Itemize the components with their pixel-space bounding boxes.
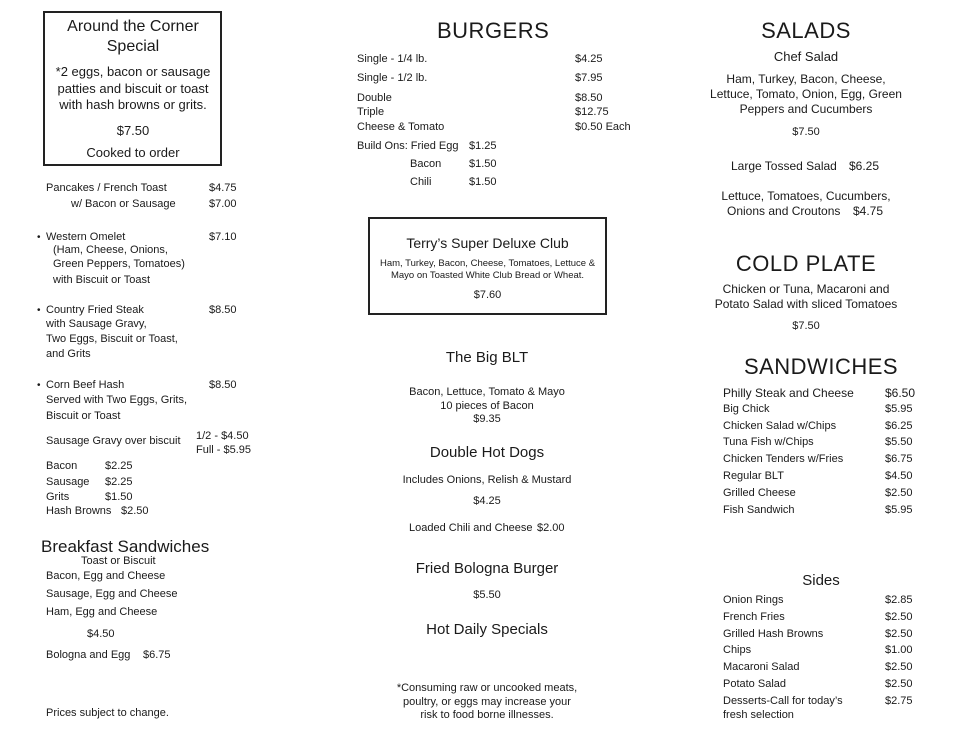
chef-salad-line2: Lettuce, Tomato, Onion, Egg, Green — [710, 87, 902, 101]
build-ons-label: Build Ons: Fried Egg — [357, 140, 459, 152]
burger-item-price: $4.25 — [575, 53, 603, 65]
side-item-price: $1.00 — [885, 644, 913, 657]
hash-desc1: Served with Two Eggs, Grits, — [46, 394, 188, 406]
burger-item-price: $12.75 — [575, 106, 609, 118]
desserts-line2: fresh selection — [723, 709, 794, 721]
pancakes-price: $4.75 — [209, 182, 237, 194]
omelet-desc3: with Biscuit or Toast — [53, 274, 151, 286]
burger-item-name: Single - 1/4 lb. — [357, 53, 428, 65]
side-item-price: $2.50 — [885, 661, 913, 674]
steak-desc2: Two Eggs, Biscuit or Toast, — [46, 333, 178, 345]
side-item-price: $2.50 — [885, 678, 913, 690]
desserts-line1: Desserts-Call for today’s — [723, 695, 843, 707]
blt-line1: Bacon, Lettuce, Tomato & Mayo — [409, 386, 565, 398]
steak-desc3: and Grits — [46, 348, 91, 360]
bologna-burger-price: $5.50 — [473, 589, 501, 601]
hot-daily-specials: Hot Daily Specials — [426, 621, 548, 638]
small-salad-line1: Lettuce, Tomatoes, Cucumbers, — [721, 189, 891, 203]
bullet-icon: • — [37, 232, 41, 243]
sandwich-item-name: Philly Steak and Cheese — [723, 386, 854, 400]
breakfast-sandwich-item: Bacon, Egg and Cheese — [46, 570, 166, 582]
burger-item-price: $8.50 — [575, 92, 603, 104]
build-bacon-price: $1.50 — [469, 158, 497, 170]
side-bacon-name: Bacon — [46, 460, 78, 472]
sandwich-item-name: Chicken Salad w/Chips — [723, 419, 837, 432]
breakfast-sandwiches-title: Breakfast Sandwiches — [41, 537, 210, 556]
sandwich-item-name: Chicken Tenders w/Fries — [723, 453, 844, 466]
side-item-name: Potato Salad — [723, 678, 786, 690]
steak-name: Country Fried Steak — [46, 304, 144, 316]
chef-salad-line1: Ham, Turkey, Bacon, Cheese, — [726, 72, 886, 86]
build-bacon-name: Bacon — [410, 158, 442, 170]
loaded-chili-price: $2.00 — [537, 522, 565, 534]
club-line1: Ham, Turkey, Bacon, Cheese, Tomatoes, Lettuce & — [379, 258, 596, 269]
side-item-name: Grilled Hash Browns — [723, 627, 824, 640]
sandwich-item-price: $6.50 — [885, 386, 916, 400]
club-price: $7.60 — [473, 289, 502, 301]
sandwiches-title: SANDWICHES — [743, 354, 899, 379]
burger-item-name: Double — [357, 92, 392, 104]
small-salad-price: $4.75 — [853, 204, 884, 218]
cold-plate-line2: Potato Salad with sliced Tomatoes — [714, 297, 898, 311]
breakfast-sandwich-price: $4.50 — [87, 628, 115, 640]
cold-plate-title: COLD PLATE — [735, 251, 877, 276]
disclaimer-line2: poultry, or eggs may increase your — [403, 696, 571, 708]
hash-price: $8.50 — [209, 379, 237, 391]
disclaimer-line3: risk to food borne illnesses. — [420, 709, 554, 721]
sandwich-item-price: $5.95 — [885, 402, 913, 415]
build-chili-price: $1.50 — [469, 176, 497, 188]
special-note: Cooked to order — [86, 145, 180, 160]
bullet-icon: • — [37, 380, 41, 391]
steak-price: $8.50 — [209, 304, 237, 316]
desserts-price: $2.75 — [885, 695, 913, 707]
sandwich-item-price: $4.50 — [885, 470, 913, 482]
side-item-name: Onion Rings — [723, 594, 784, 606]
hash-desc2: Biscuit or Toast — [46, 410, 121, 422]
chef-salad-line3: Peppers and Cucumbers — [739, 102, 873, 116]
omelet-desc2: Green Peppers, Tomatoes) — [53, 258, 185, 270]
bologna-egg-name: Bologna and Egg — [46, 649, 131, 661]
chef-salad-title: Chef Salad — [773, 49, 839, 64]
side-hash-browns-name: Hash Browns — [46, 505, 112, 517]
burgers-title: BURGERS — [437, 18, 550, 43]
side-sausage-name: Sausage — [46, 476, 90, 488]
disclaimer-line1: *Consuming raw or uncooked meats, — [396, 682, 578, 694]
gravy-price-half: 1/2 - $4.50 — [196, 430, 249, 442]
blt-price: $9.35 — [473, 413, 501, 425]
build-egg-price: $1.25 — [469, 140, 497, 152]
side-bacon-price: $2.25 — [105, 460, 133, 472]
side-sausage-price: $2.25 — [105, 476, 133, 488]
chef-salad-price: $7.50 — [792, 126, 820, 138]
pancakes-add-price: $7.00 — [209, 198, 237, 210]
blt-line2: 10 pieces of Bacon — [440, 400, 534, 412]
steak-desc1: with Sausage Gravy, — [46, 318, 147, 330]
tossed-salad-name: Large Tossed Salad — [731, 159, 837, 173]
burger-item-name: Cheese & Tomato — [357, 121, 445, 133]
side-grits-price: $1.50 — [105, 491, 133, 503]
sides-title: Sides — [802, 572, 840, 589]
side-grits-name: Grits — [46, 491, 70, 503]
side-item-name: Macaroni Salad — [723, 661, 800, 674]
bologna-egg-price: $6.75 — [143, 649, 171, 661]
side-item-name: French Fries — [723, 610, 785, 623]
cold-plate-line1: Chicken or Tuna, Macaroni and — [722, 282, 890, 296]
burger-item-name: Triple — [357, 106, 385, 118]
side-item-name: Chips — [723, 644, 752, 657]
sandwich-item-price: $6.25 — [885, 419, 913, 432]
sandwich-item-name: Regular BLT — [723, 470, 784, 482]
blt-title: The Big BLT — [445, 349, 529, 366]
loaded-chili-name: Loaded Chili and Cheese — [409, 522, 533, 534]
sandwich-item-name: Big Chick — [723, 402, 770, 415]
cold-plate-price: $7.50 — [792, 320, 820, 332]
side-hash-browns-price: $2.50 — [121, 505, 149, 517]
bullet-icon: • — [37, 305, 41, 316]
burger-item-price: $0.50 Each — [575, 121, 631, 133]
burger-item-name: Single - 1/2 lb. — [357, 72, 428, 84]
sandwich-item-name: Grilled Cheese — [723, 486, 796, 499]
hotdogs-price: $4.25 — [473, 495, 501, 507]
prices-note: Prices subject to change. — [46, 707, 169, 719]
salads-title: SALADS — [761, 18, 851, 43]
small-salad-line2: Onions and Croutons — [727, 204, 841, 218]
breakfast-sandwich-item: Ham, Egg and Cheese — [46, 606, 158, 618]
special-description: *2 eggs, bacon or sausage patties and biscuit or toast with hash browns or grits. — [55, 64, 211, 112]
build-chili-name: Chili — [410, 176, 432, 188]
sandwich-item-price: $5.50 — [885, 436, 913, 449]
side-item-price: $2.50 — [885, 610, 913, 623]
pancakes-name: Pancakes / French Toast — [46, 182, 167, 194]
omelet-price: $7.10 — [209, 231, 237, 243]
burger-item-price: $7.95 — [575, 72, 603, 84]
breakfast-sandwich-item: Sausage, Egg and Cheese — [46, 588, 178, 600]
bologna-burger-title: Fried Bologna Burger — [415, 560, 559, 577]
special-price: $7.50 — [116, 123, 150, 138]
sandwich-item-name: Tuna Fish w/Chips — [723, 436, 814, 449]
sandwich-item-price: $6.75 — [885, 453, 913, 466]
side-item-price: $2.50 — [885, 627, 913, 640]
omelet-desc1: (Ham, Cheese, Onions, — [53, 244, 168, 256]
sandwich-item-price: $2.50 — [885, 486, 913, 499]
sandwich-item-name: Fish Sandwich — [723, 503, 795, 516]
hotdogs-title: Double Hot Dogs — [429, 444, 545, 461]
pancakes-add-name: w/ Bacon or Sausage — [71, 198, 176, 210]
gravy-name: Sausage Gravy over biscuit — [46, 435, 181, 447]
club-title: Terry’s Super Deluxe Club — [406, 235, 569, 251]
sandwich-item-price: $5.95 — [885, 503, 913, 516]
breakfast-sandwiches-subtitle: Toast or Biscuit — [81, 555, 156, 567]
omelet-name: Western Omelet — [46, 231, 126, 243]
special-title: Around the Corner Special — [67, 18, 199, 55]
club-line2: Mayo on Toasted White Club Bread or Wheat. — [390, 270, 585, 281]
hotdogs-desc: Includes Onions, Relish & Mustard — [402, 474, 572, 486]
tossed-salad-price: $6.25 — [849, 159, 880, 173]
gravy-price-full: Full - $5.95 — [196, 444, 252, 456]
hash-name: Corn Beef Hash — [46, 379, 125, 391]
side-item-price: $2.85 — [885, 594, 913, 606]
